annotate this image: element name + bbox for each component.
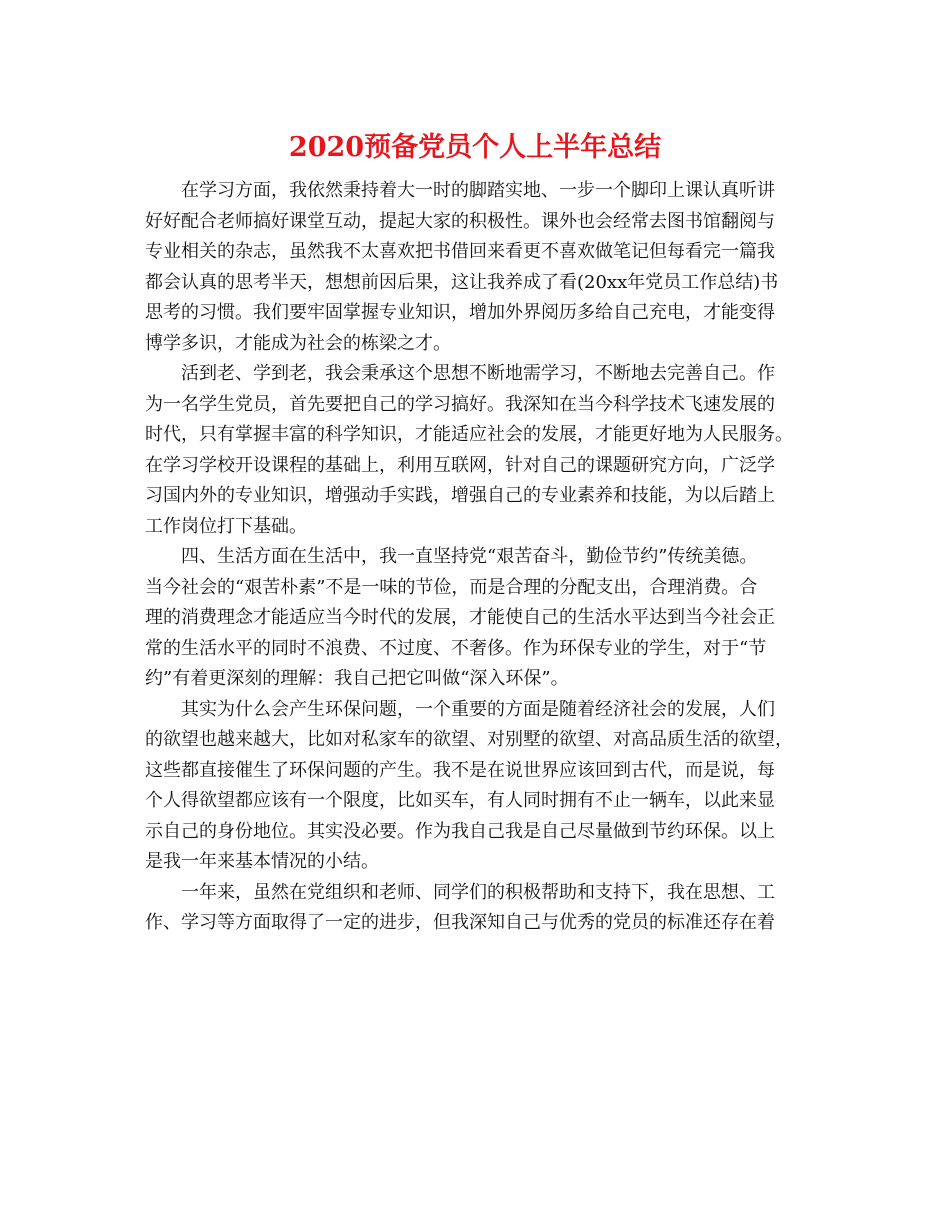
- paragraph-year-summary: [145, 878, 807, 939]
- paragraph-lifelong-learning: [145, 359, 807, 542]
- text-line: 示自己的身份地位。其实没必要。作为我自己我是自己尽量做到节约环保。以上: [145, 820, 775, 842]
- text-line: 这些都直接催生了环保问题的产生。我不是在说世界应该回到古代，而是说，每: [145, 759, 775, 781]
- text-line: 活到老、学到老，我会秉承这个思想不断地需学习，不断地去完善自己。作: [181, 363, 775, 384]
- paragraph-study: [145, 176, 807, 359]
- text-line: 在学习方面，我依然秉持着大一时的脚踏实地、一步一个脚印上课认真听讲: [181, 180, 775, 201]
- text-line: 好好配合老师搞好课堂互动，提起大家的积极性。课外也会经常去图书馆翻阅与: [145, 210, 775, 232]
- text-line: 个人得欲望都应该有一个限度，比如买车，有人同时拥有不止一辆车，以此来显: [145, 790, 775, 811]
- text-line: 理的消费理念才能适应当今时代的发展，才能使自己的生活水平达到当今社会正: [145, 607, 775, 628]
- text-line: 都会认真的思考半天，想想前因后果，这让我养成了看(20xx年党员工作总结)书: [145, 271, 779, 293]
- text-line: 专业相关的杂志，虽然我不太喜欢把书借回来看更不喜欢做笔记但每看完一篇我: [145, 241, 775, 262]
- text-line: 一年来，虽然在党组织和老师、同学们的积极帮助和支持下，我在思想、工: [181, 881, 775, 903]
- text-line: 当今社会的“艰苦朴素”不是一味的节俭，而是合理的分配支出，合理消费。合: [145, 576, 758, 598]
- text-line: 约”有着更深刻的理解：我自己把它叫做“深入环保”。: [145, 668, 569, 689]
- text-line: 在学习学校开设课程的基础上，利用互联网，针对自己的课题研究方向，广泛学: [145, 454, 775, 476]
- text-line: 其实为什么会产生环保问题，一个重要的方面是随着经济社会的发展，人们: [181, 698, 775, 720]
- document-title: 2020预备党员个人上半年总结: [288, 132, 662, 163]
- paragraph-life: [145, 542, 807, 695]
- text-line: 思考的习惯。我们要牢固掌握专业知识，增加外界阅历多给自己充电，才能变得: [145, 302, 775, 323]
- text-line: 时代，只有掌握丰富的科学知识，才能适应社会的发展，才能更好地为人民服务。: [145, 424, 793, 445]
- text-line: 习国内外的专业知识，增强动手实践，增强自己的专业素养和技能，为以后踏上: [145, 485, 775, 506]
- document-body: [145, 176, 807, 939]
- paragraph-environment: [145, 695, 807, 878]
- text-line: 是我一年来基本情况的小结。: [145, 851, 379, 872]
- text-line: 博学多识，才能成为社会的栋梁之才。: [145, 332, 451, 354]
- text-line: 常的生活水平的同时不浪费、不过度、不奢侈。作为环保专业的学生，对于“节: [145, 637, 767, 659]
- text-line: 为一名学生党员，首先要把自己的学习搞好。我深知在当今科学技术飞速发展的: [145, 393, 775, 415]
- text-line: 四、生活方面在生活中，我一直坚持党“艰苦奋斗，勤俭节约”传统美德。: [181, 546, 758, 567]
- text-line: 的欲望也越来越大，比如对私家车的欲望、对别墅的欲望、对高品质生活的欲望，: [145, 729, 793, 750]
- text-line: 工作岗位打下基础。: [145, 515, 307, 537]
- text-line: 作、学习等方面取得了一定的进步，但我深知自己与优秀的党员的标准还存在着: [145, 912, 775, 933]
